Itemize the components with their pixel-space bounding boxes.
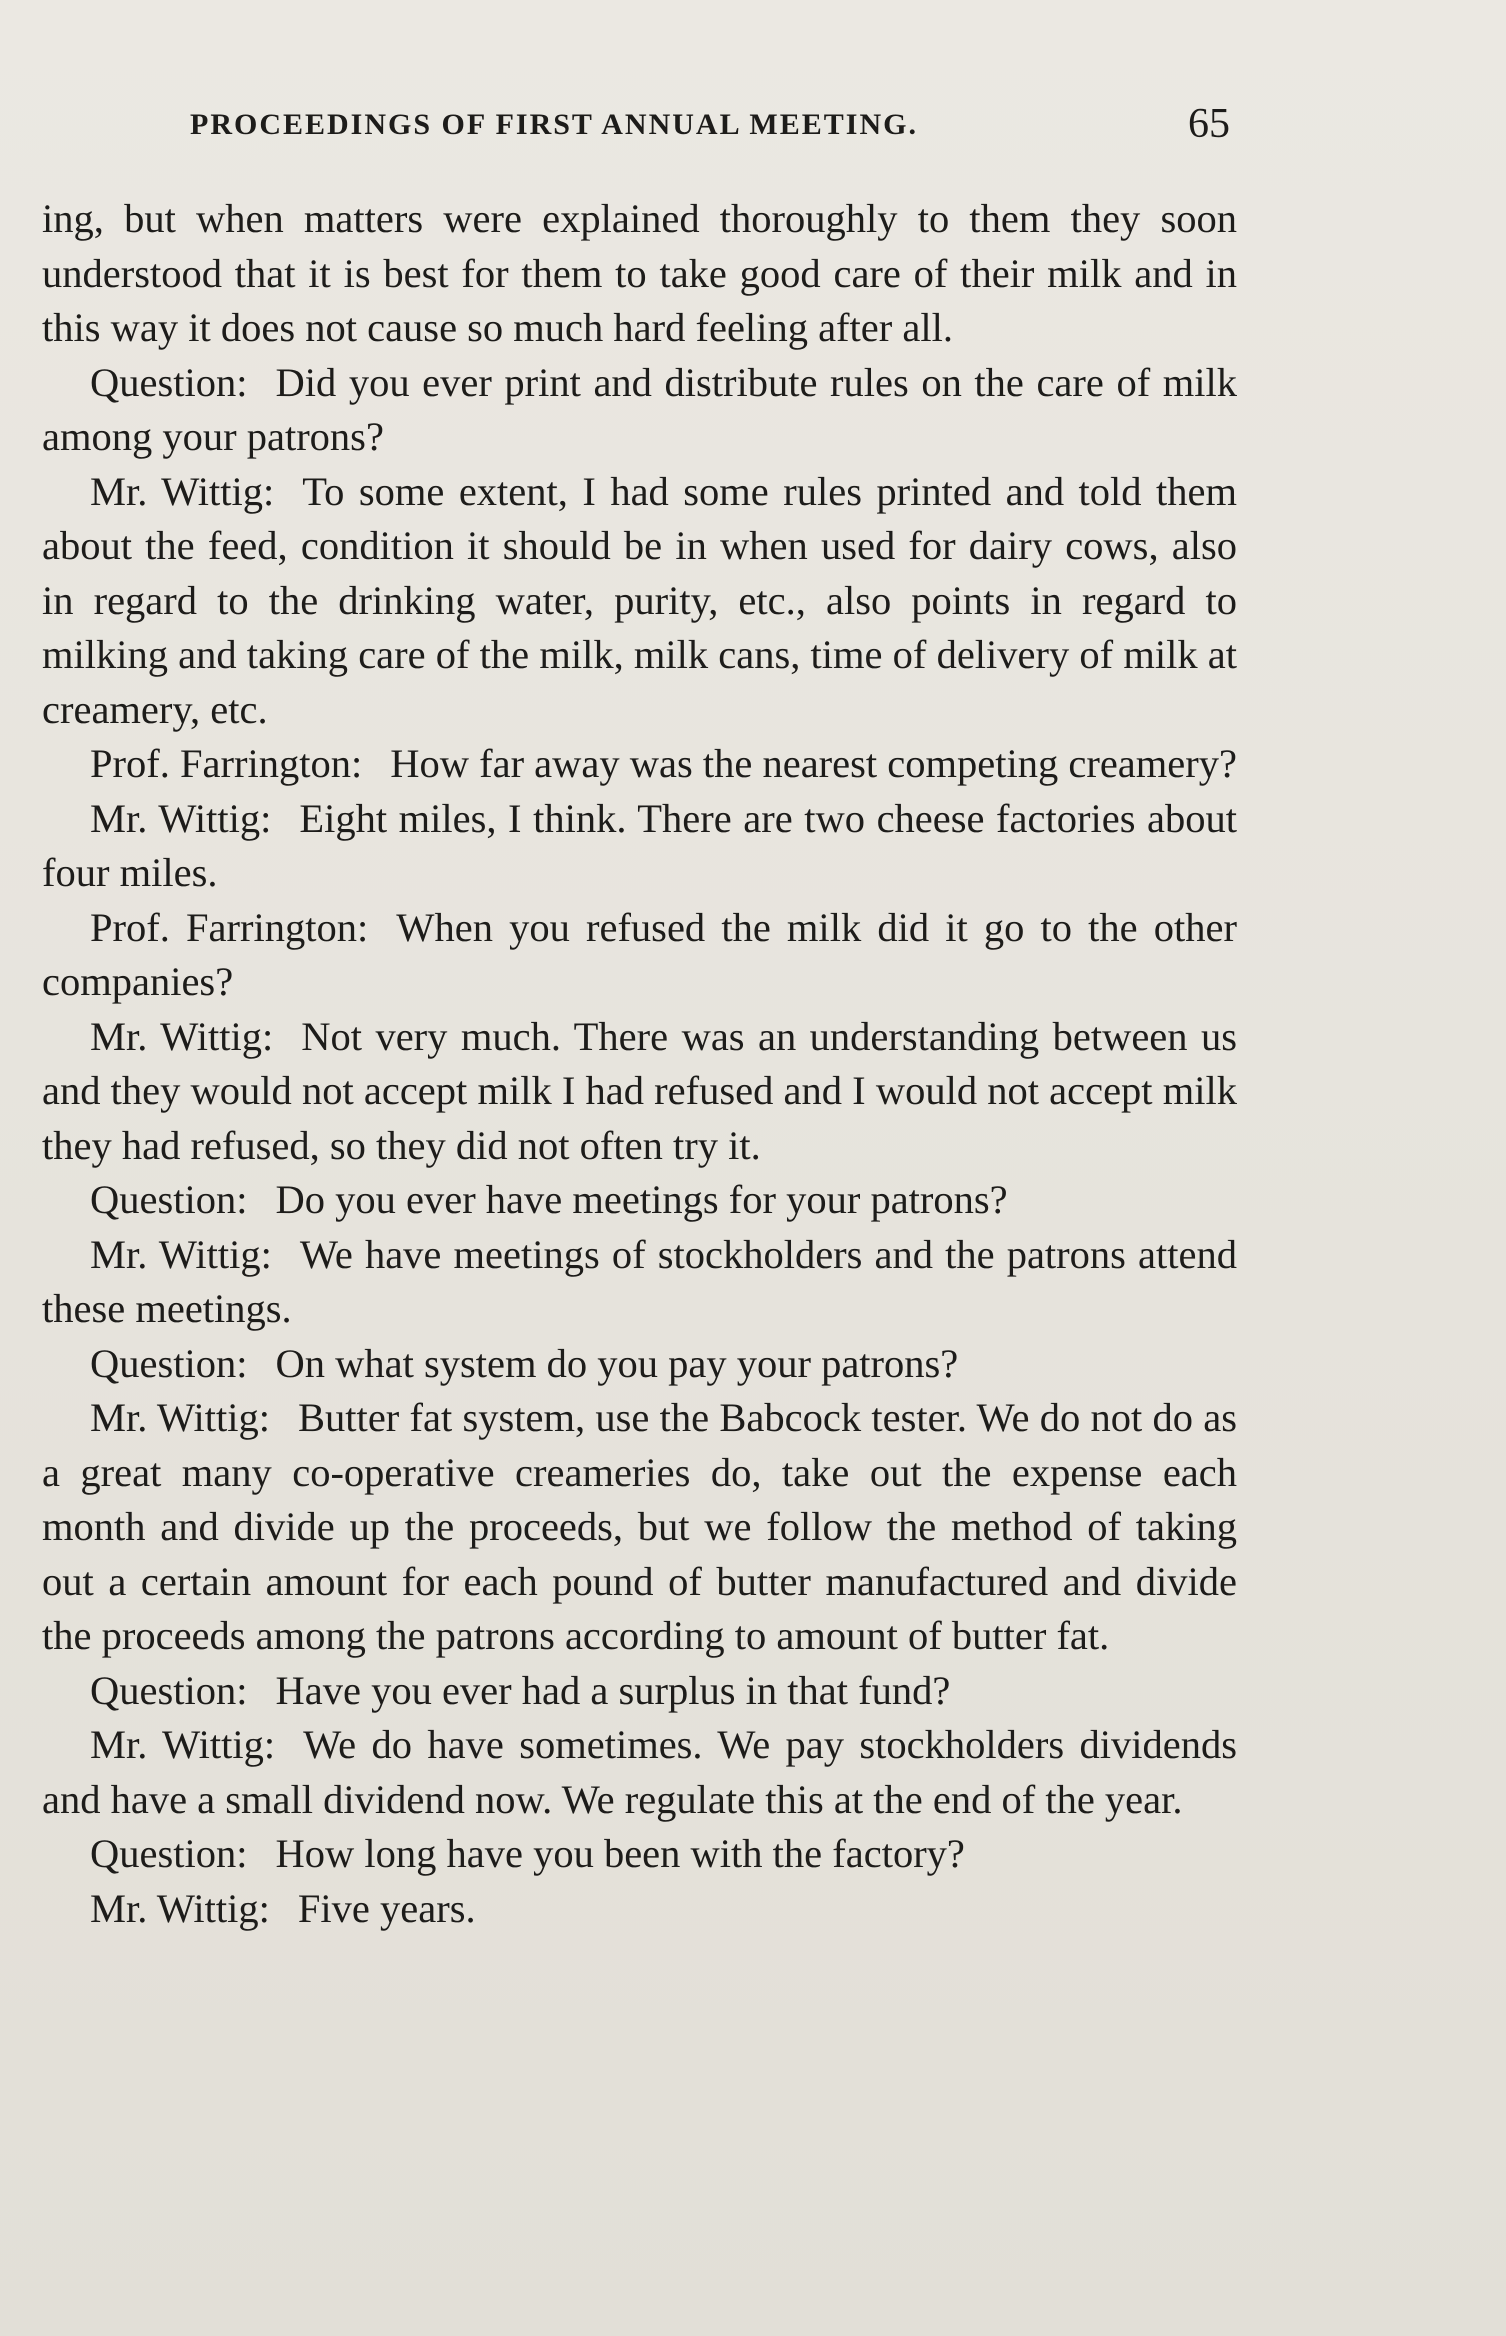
paragraph-text: On what system do you pay your patrons? bbox=[275, 1340, 959, 1386]
paragraph-text: Have you ever had a surplus in that fund? bbox=[275, 1667, 951, 1713]
speaker-label: Question: bbox=[90, 359, 248, 405]
paragraph-text: To some extent, I had some rules printed and told them about the feed, condition it should be in when used for dairy cows, also in regard to the drinking water, purity, etc., also points in regard to milking and taking care of the milk, milk cans, time of delivery of milk at creamery, etc. bbox=[42, 468, 1237, 732]
paragraph bbox=[42, 1664, 1237, 1719]
paragraph bbox=[42, 356, 1237, 465]
speaker-label: Question: bbox=[90, 1177, 248, 1222]
speaker-label: Mr. Wittig: bbox=[90, 1885, 270, 1931]
paragraph bbox=[42, 1228, 1237, 1337]
paragraph-text: We do have sometimes. We pay stockholders dividends and have a small dividend now. We regulate this at the end of the year. bbox=[42, 1722, 1237, 1822]
speaker-label: Question: bbox=[90, 1667, 248, 1713]
speaker-label: Mr. Wittig: bbox=[90, 1722, 276, 1767]
page-number: 65 bbox=[1188, 101, 1230, 147]
running-head: PROCEEDINGS OF FIRST ANNUAL MEETING. bbox=[190, 108, 918, 141]
paragraph bbox=[42, 792, 1237, 901]
paragraph-text: Butter fat system, use the Babcock tester. We do not do as a great many co-operative creameries do, take out the expense each month and divide up the proceeds, but we follow the method of taking out a certain amount for each pound of butter manufactured and divide the proceeds among the patrons according to amount of butter fat. bbox=[42, 1395, 1237, 1658]
paragraph bbox=[42, 1337, 1237, 1392]
paragraph bbox=[42, 192, 1237, 356]
speaker-label: Mr. Wittig: bbox=[90, 468, 275, 514]
paragraph-text: How far away was the nearest competing creamery? bbox=[390, 741, 1237, 786]
speaker-label: Prof. Farrington: bbox=[90, 904, 369, 950]
paragraph-text: Not very much. There was an understanding between us and they would not accept milk I had refused and I would not accept milk they had refused, so they did not often try it. bbox=[42, 1013, 1237, 1168]
paragraph bbox=[42, 1010, 1237, 1174]
paragraph bbox=[42, 901, 1237, 1010]
paragraph-text: We have meetings of stockholders and the patrons attend these meetings. bbox=[42, 1231, 1237, 1331]
paragraph bbox=[42, 1391, 1237, 1664]
paragraph-text: When you refused the milk did it go to the other companies? bbox=[42, 904, 1237, 1004]
speaker-label: Mr. Wittig: bbox=[90, 795, 272, 841]
speaker-label: Question: bbox=[90, 1340, 248, 1386]
paragraph bbox=[42, 1173, 1237, 1228]
speaker-label: Prof. Farrington: bbox=[90, 741, 363, 786]
paragraph-text: Eight miles, I think. There are two cheese factories about four miles. bbox=[42, 795, 1237, 895]
paragraph-text: Five years. bbox=[297, 1885, 476, 1931]
body-text bbox=[42, 192, 1237, 1936]
paragraph bbox=[42, 465, 1237, 738]
paragraph-text: ing, but when matters were explained thoroughly to them they soon understood that it is best for them to take good care of their milk and in this way it does not cause so much hard feeling after all. bbox=[42, 196, 1237, 350]
speaker-label: Mr. Wittig: bbox=[90, 1231, 272, 1277]
paragraph bbox=[42, 1718, 1237, 1827]
page-header bbox=[190, 100, 1230, 150]
paragraph bbox=[42, 737, 1237, 792]
paragraph bbox=[42, 1827, 1237, 1882]
paragraph bbox=[42, 1882, 1237, 1937]
speaker-label: Question: bbox=[90, 1831, 248, 1876]
paragraph-text: Did you ever print and distribute rules on the care of milk among your patrons? bbox=[42, 359, 1237, 459]
paragraph-text: How long have you been with the factory? bbox=[275, 1831, 965, 1876]
speaker-label: Mr. Wittig: bbox=[90, 1013, 274, 1059]
paragraph-text: Do you ever have meetings for your patrons? bbox=[275, 1177, 1008, 1222]
speaker-label: Mr. Wittig: bbox=[90, 1395, 271, 1440]
